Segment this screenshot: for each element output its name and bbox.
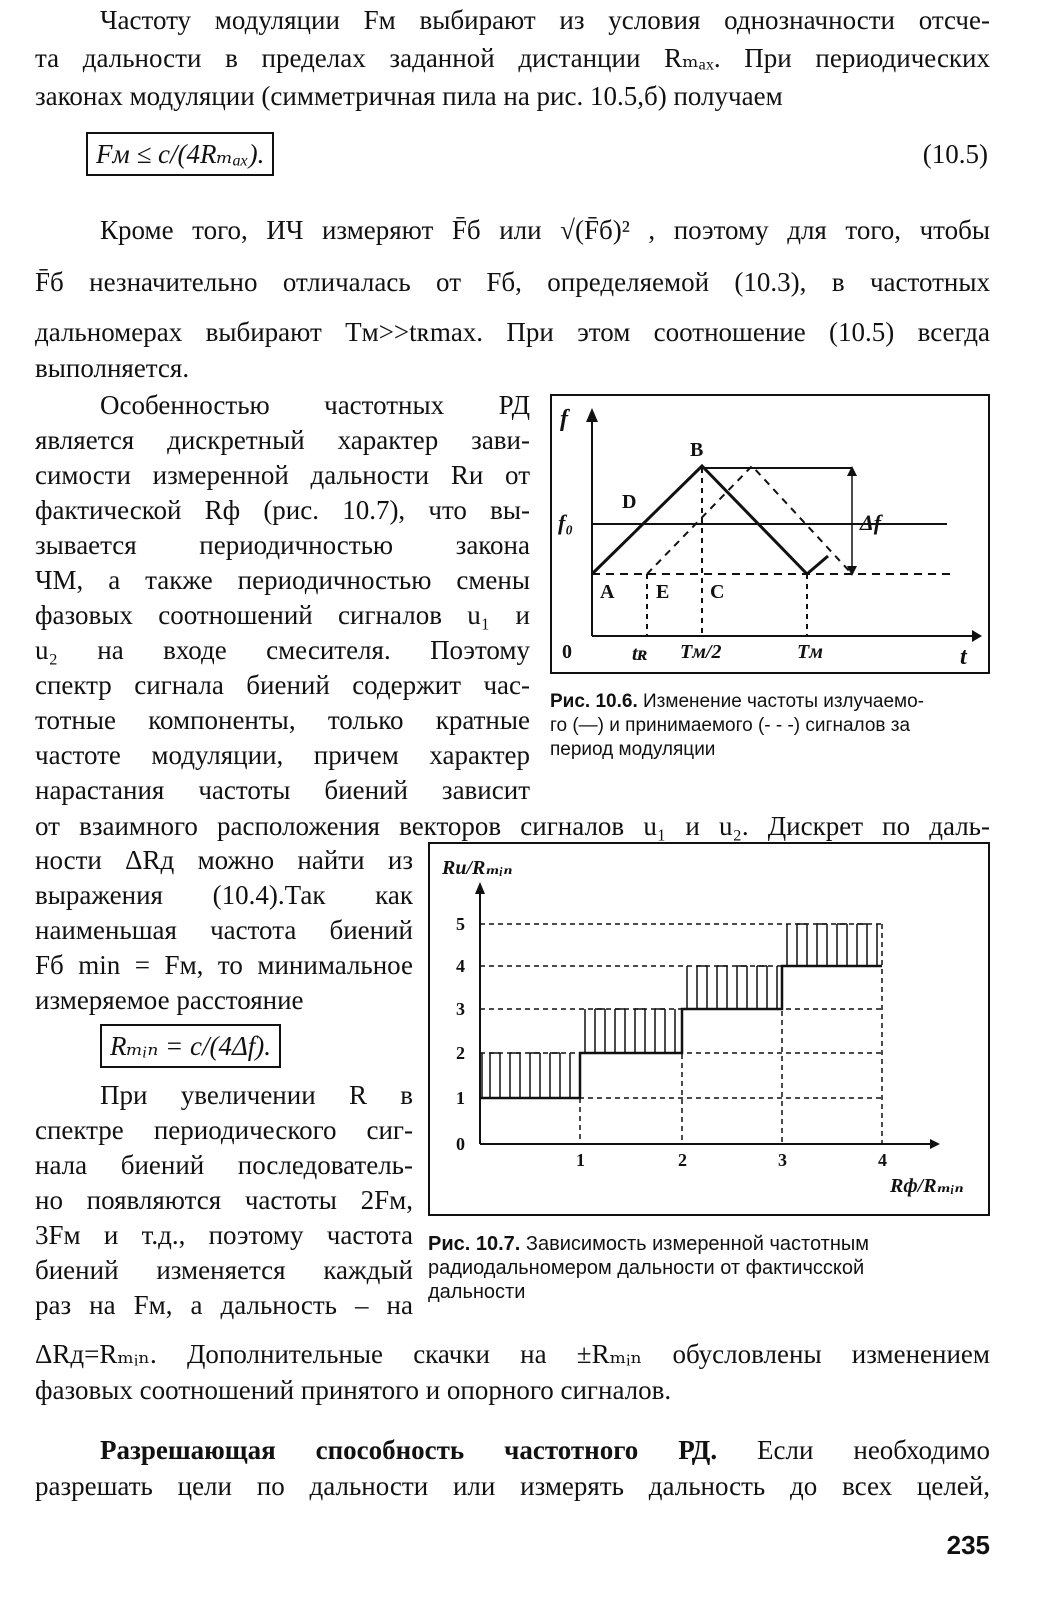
paragraph3-line10: тотные компоненты, только кратные	[35, 705, 530, 735]
formula-10-5: Fм ≤ c/(4Rₘₐₓ).	[86, 132, 274, 176]
paragraph4-line5: 3Fм и т.д., поэтому частота	[35, 1220, 413, 1250]
fig7-x-axis-label: Rф/Rₘᵢₙ	[890, 1175, 964, 1197]
x-tick-2: 2	[678, 1150, 687, 1170]
tm-half-label: Tм/2	[680, 641, 722, 663]
y-tick-1: 1	[456, 1088, 465, 1108]
x-tick-1: 1	[576, 1150, 585, 1170]
tr-label: tʀ	[632, 643, 648, 665]
point-c-label: C	[710, 581, 725, 603]
paragraph4-line1: При увеличении R в	[100, 1080, 413, 1110]
point-b-label: B	[690, 439, 704, 461]
paragraph5-line1	[100, 1432, 990, 1468]
paragraph3-line3: симости измеренной дальности Rи от	[35, 460, 530, 490]
formula-rmin: Rₘᵢₙ = c/(4Δf).	[100, 1024, 281, 1068]
x-tick-3: 3	[778, 1150, 787, 1170]
figure-10-7-plot	[430, 844, 988, 1214]
paragraph5-line2: разрешать цели по дальности или измерять дальность до всех целей,	[35, 1471, 990, 1501]
x-axis-label: t	[960, 644, 967, 670]
paragraph3-line8: u₂ на входе смесителя. Поэтому	[35, 635, 530, 665]
point-d-label: D	[622, 491, 637, 513]
delta-f-label: Δf	[860, 510, 882, 535]
equation-number-10-5: (10.5)	[922, 139, 988, 169]
f0-label: f₀	[558, 510, 573, 535]
paragraph2-line4: выполняется.	[35, 353, 190, 383]
paragraph3-full-line: от взаимного расположения векторов сигналов u₁ и u₂. Дискрет по даль-	[35, 811, 990, 841]
y-axis-label: f	[560, 406, 568, 432]
paragraph1-line3: законах модуляции (симметричная пила на рис. 10.5,б) получаем	[35, 81, 783, 111]
paragraph3-line6: ЧМ, а также периодичностью смены	[35, 565, 530, 595]
paragraph4-line2: спектре периодического сиг-	[35, 1115, 413, 1145]
paragraph2-line2: F̄б незначительно отличалась от Fб, определяемой (10.3), в частотных	[35, 267, 990, 297]
paragraph1-line1: Частоту модуляции Fм выбирают из условия однозначности отсче-	[100, 5, 990, 35]
point-a-label: A	[600, 581, 615, 603]
paragraph3b-line1: ности ΔRд можно найти из	[35, 845, 413, 875]
paragraph4-line4: но появляются частоты 2Fм,	[35, 1185, 413, 1215]
paragraph3-line9: спектр сигнала биений содержит час-	[35, 670, 530, 700]
paragraph3-line11: частоте модуляции, причем характер	[35, 740, 530, 770]
y-tick-0: 0	[456, 1134, 465, 1154]
paragraph3-line4: фактической Rф (рис. 10.7), что вы-	[35, 495, 530, 525]
y-tick-3: 3	[456, 999, 465, 1019]
figure-10-6-caption	[550, 690, 924, 762]
figure-10-7-caption-line3: дальности	[428, 1281, 526, 1303]
paragraph3-line5: зывается периодичностью закона	[35, 530, 530, 560]
point-e-label: E	[656, 581, 670, 603]
paragraph3b-line4: Fб min = Fм, то минимальное	[35, 950, 413, 980]
figure-10-6-caption-line1: Изменение частоты излучаемо-	[637, 691, 924, 712]
y-tick-4: 4	[456, 956, 465, 976]
paragraph1-line2: та дальности в пределах заданной дистанции Rₘₐₓ. При периодических	[35, 43, 990, 73]
paragraph2-line1: Кроме того, ИЧ измеряют F̄б или √(F̄б)² , поэтому для того, чтобы	[100, 215, 990, 245]
paragraph3-line1: Особенностью частотных РД	[100, 390, 530, 420]
paragraph3b-line2: выражения (10.4).Так как	[35, 880, 413, 910]
paragraph3b-line5: измеряемое расстояние	[35, 985, 304, 1015]
tm-label: Tм	[797, 641, 823, 663]
figure-10-6-plot	[552, 396, 988, 672]
page-number: 235	[946, 1530, 990, 1560]
paragraph4-line7: раз на Fм, а дальность – на	[35, 1290, 413, 1320]
x-tick-4: 4	[878, 1150, 887, 1170]
figure-10-7-caption	[428, 1232, 869, 1304]
paragraph3-line2: является дискретный характер зави-	[35, 425, 530, 455]
figure-10-6-caption-bold: Рис. 10.6.	[550, 691, 638, 712]
y-tick-5: 5	[456, 914, 465, 934]
paragraph5-line1-rest: Если необходимо	[717, 1435, 990, 1465]
origin-label: 0	[562, 641, 572, 663]
figure-10-7-caption-line1: Зависимость измеренной частотным	[520, 1233, 869, 1255]
paragraph4-full-line2: фазовых соотношений принятого и опорного сигналов.	[35, 1375, 672, 1405]
paragraph2-line3: дальномерах выбирают Tм>>tʀmax. При этом соотношение (10.5) всегда	[35, 317, 990, 347]
paragraph4-line3: нала биений последователь-	[35, 1150, 413, 1180]
figure-10-7-caption-line2: радиодальномером дальности от фактичсской	[428, 1257, 865, 1279]
y-tick-2: 2	[456, 1043, 465, 1063]
fig7-y-axis-label: Rи/Rₘᵢₙ	[442, 857, 513, 879]
figure-10-6-caption-line2: го (—) и принимаемого (- - -) сигналов за	[550, 715, 911, 736]
figure-10-6-caption-line3: период модуляции	[550, 739, 716, 760]
paragraph4-full-line1: ΔRд=Rₘᵢₙ. Дополнительные скачки на ±Rₘᵢₙ обусловлены изменением	[35, 1339, 990, 1369]
paragraph3b-line3: наименьшая частота биений	[35, 915, 413, 945]
paragraph4-line6: биений изменяется каждый	[35, 1255, 413, 1285]
figure-10-7-caption-bold: Рис. 10.7.	[428, 1233, 521, 1255]
paragraph3-line12: нарастания частоты биений зависит	[35, 775, 530, 805]
figure-10-7	[428, 842, 990, 1216]
figure-10-6	[550, 394, 990, 674]
paragraph3-line7: фазовых соотношений сигналов u₁ и	[35, 600, 530, 630]
paragraph5-heading: Разрешающая способность частотного РД.	[100, 1435, 718, 1465]
